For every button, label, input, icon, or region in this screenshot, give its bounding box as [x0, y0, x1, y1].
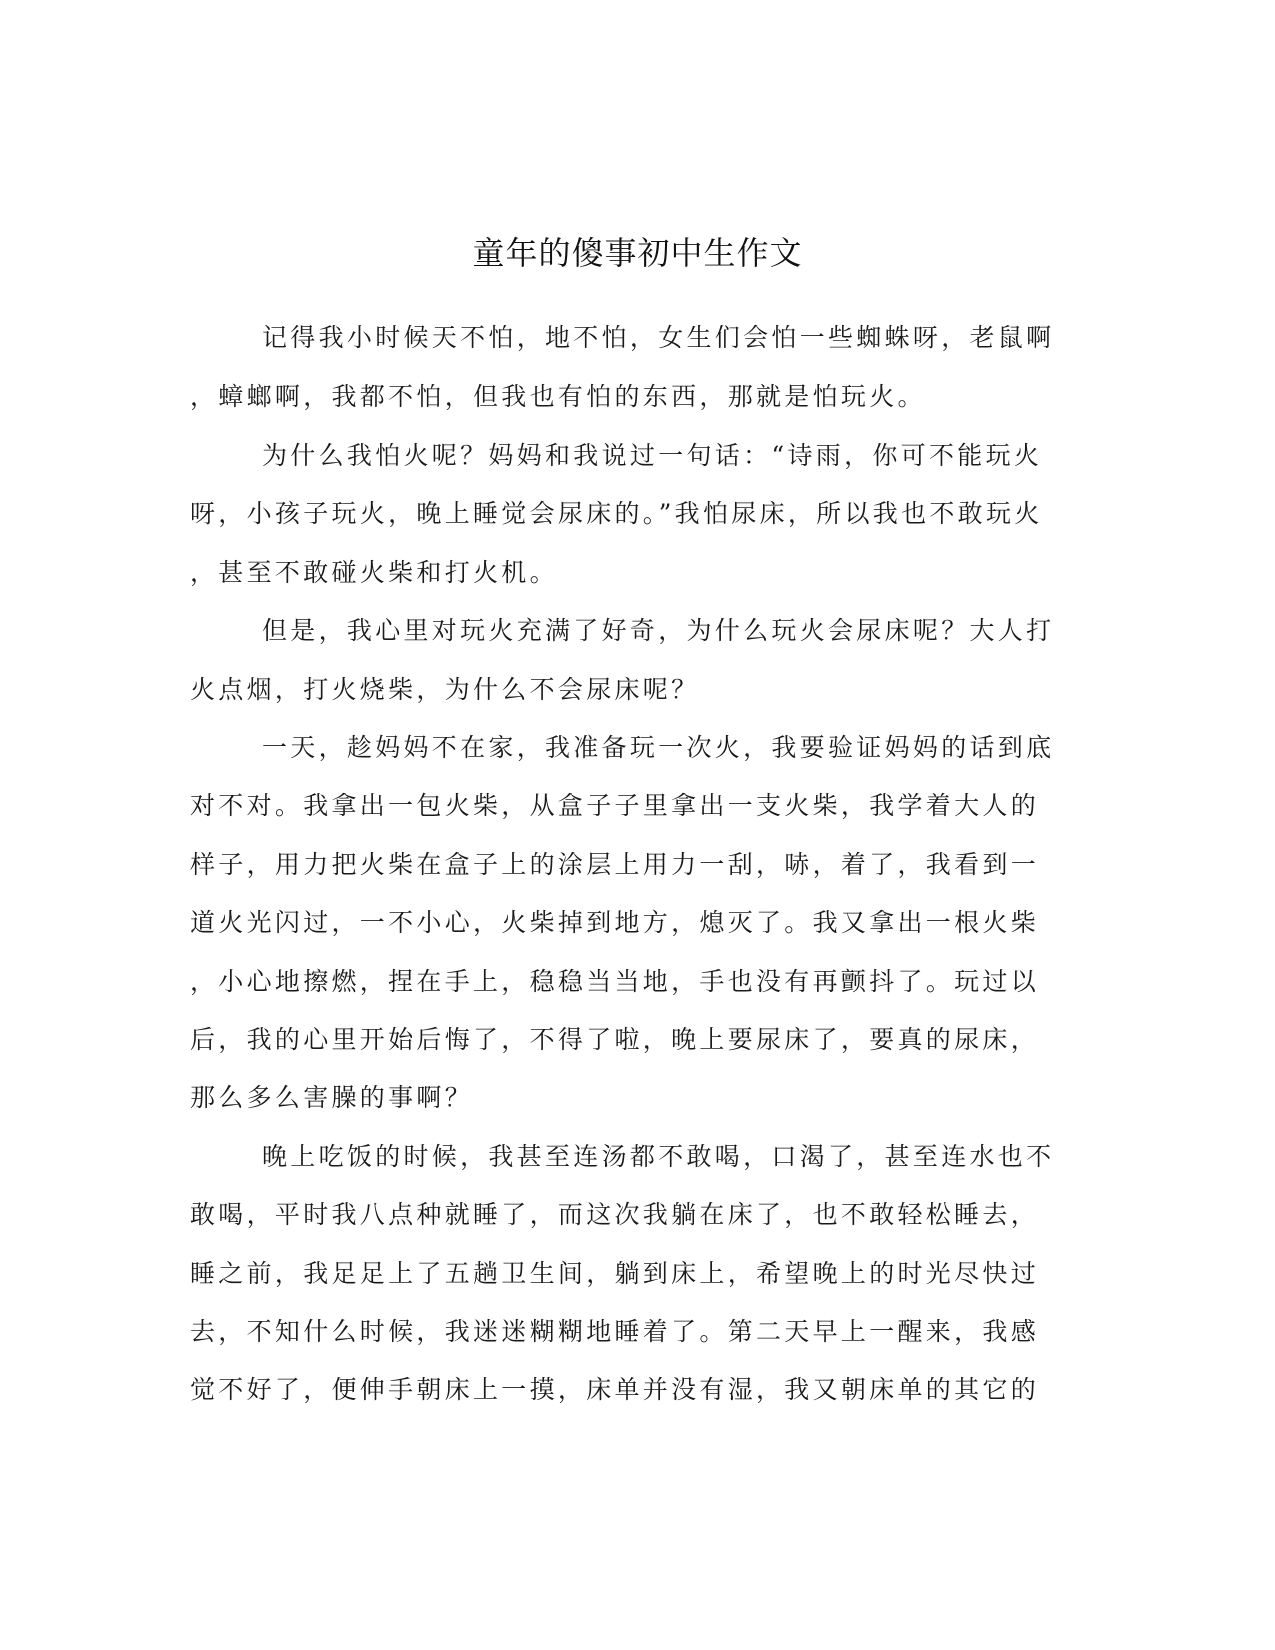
body-line: 样子，用力把火柴在盒子上的涂层上用力一刮，哧，着了，我看到一 — [190, 850, 1040, 879]
body-line: 睡之前，我足足上了五趟卫生间，躺到床上，希望晚上的时光尽快过 — [190, 1259, 1040, 1288]
body-line: ，甚至不敢碰火柴和打火机。 — [190, 558, 558, 587]
body-line: 那么多么害臊的事啊？ — [190, 1083, 474, 1112]
body-line: 火点烟，打火烧柴，为什么不会尿床呢？ — [190, 675, 700, 704]
document-title: 童年的傻事初中生作文 — [472, 234, 803, 273]
body-line: 去，不知什么时候，我迷迷糊糊地睡着了。第二天早上一醒来，我感 — [190, 1317, 1040, 1346]
body-line: ，蟑螂啊，我都不怕，但我也有怕的东西，那就是怕玩火。 — [190, 382, 926, 411]
body-line: 呀，小孩子玩火，晚上睡觉会尿床的。”我怕尿床，所以我也不敢玩火 — [190, 499, 1043, 528]
body-line: 为什么我怕火呢？妈妈和我说过一句话：“诗雨，你可不能玩火 — [262, 441, 1043, 470]
body-line: 但是，我心里对玩火充满了好奇，为什么玩火会尿床呢？大人打 — [262, 616, 1055, 645]
body-line: 对不对。我拿出一包火柴，从盒子子里拿出一支火柴，我学着大人的 — [190, 791, 1040, 820]
body-line: 记得我小时候天不怕，地不怕，女生们会怕一些蜘蛛呀，老鼠啊 — [262, 323, 1055, 352]
body-line: 一天，趁妈妈不在家，我准备玩一次火，我要验证妈妈的话到底 — [262, 733, 1055, 762]
body-line: 晚上吃饭的时候，我甚至连汤都不敢喝，口渴了，甚至连水也不 — [262, 1142, 1055, 1171]
body-line: 敢喝，平时我八点种就睡了，而这次我躺在床了，也不敢轻松睡去， — [190, 1200, 1040, 1229]
body-line: 觉不好了，便伸手朝床上一摸，床单并没有湿，我又朝床单的其它的 — [190, 1375, 1040, 1404]
body-line: ，小心地擦燃，捏在手上，稳稳当当地，手也没有再颤抖了。玩过以 — [190, 967, 1040, 996]
body-line: 后，我的心里开始后悔了，不得了啦，晚上要尿床了，要真的尿床， — [190, 1025, 1040, 1054]
body-line: 道火光闪过，一不小心，火柴掉到地方，熄灭了。我又拿出一根火柴 — [190, 908, 1040, 937]
